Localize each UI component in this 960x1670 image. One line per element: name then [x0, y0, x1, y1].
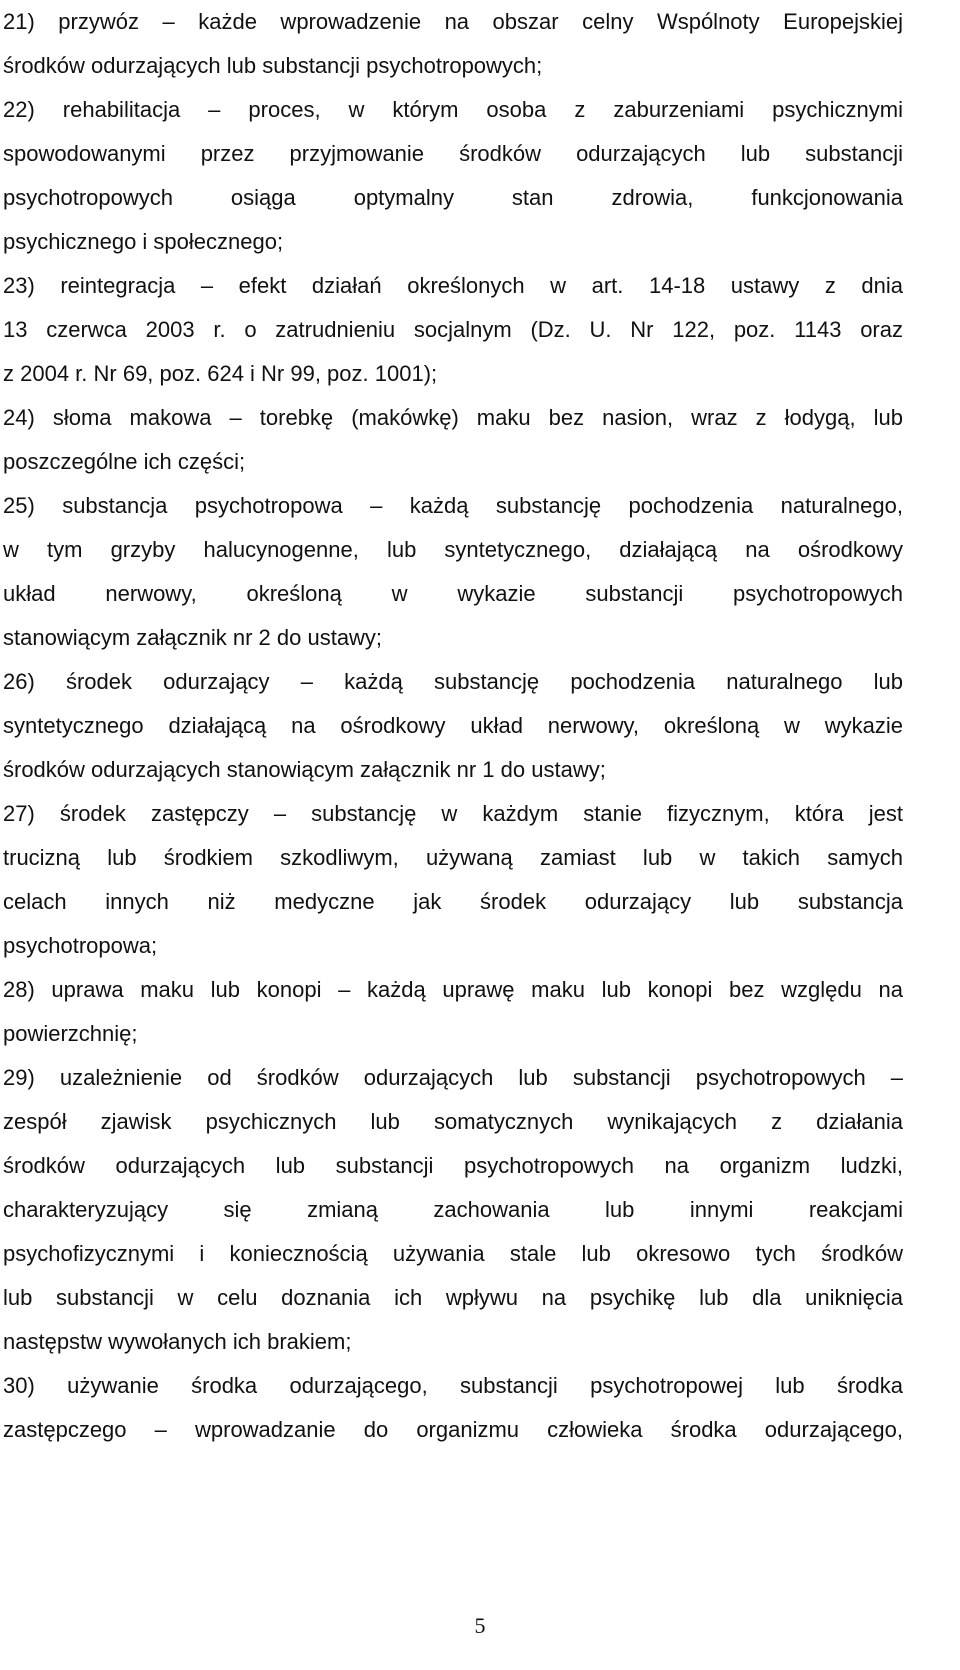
text-line: stanowiącym załącznik nr 2 do ustawy;: [3, 625, 383, 650]
text-line: środków odurzających lub substancji psychotropowych;: [3, 53, 543, 78]
text-line: 22) rehabilitacja – proces, w którym osoba z zaburzeniami psychicznymi: [3, 97, 903, 122]
text-line: psychofizycznymi i koniecznością używania stale lub okresowo tych środków: [3, 1241, 903, 1266]
text-line: 21) przywóz – każde wprowadzenie na obszar celny Wspólnoty Europejskiej: [3, 9, 903, 34]
text-line: syntetycznego działającą na ośrodkowy układ nerwowy, określoną w wykazie: [3, 713, 903, 738]
text-line: następstw wywołanych ich brakiem;: [3, 1329, 352, 1354]
text-line: 28) uprawa maku lub konopi – każdą uprawę maku lub konopi bez względu na: [3, 977, 903, 1002]
text-line: lub substancji w celu doznania ich wpływu na psychikę lub dla uniknięcia: [3, 1285, 903, 1310]
text-line: 26) środek odurzający – każdą substancję pochodzenia naturalnego lub: [3, 669, 903, 694]
text-line: z 2004 r. Nr 69, poz. 624 i Nr 99, poz. 1001);: [3, 361, 438, 386]
text-line: 25) substancja psychotropowa – każdą substancję pochodzenia naturalnego,: [3, 493, 903, 518]
text-line: 13 czerwca 2003 r. o zatrudnieniu socjalnym (Dz. U. Nr 122, poz. 1143 oraz: [3, 317, 903, 342]
text-line: 30) używanie środka odurzającego, substancji psychotropowej lub środka: [3, 1373, 903, 1398]
text-line: w tym grzyby halucynogenne, lub syntetycznego, działającą na ośrodkowy: [3, 537, 903, 562]
page-number: 5: [474, 1613, 486, 1638]
text-line: zastępczego – wprowadzanie do organizmu człowieka środka odurzającego,: [3, 1417, 903, 1442]
text-line: 27) środek zastępczy – substancję w każdym stanie fizycznym, która jest: [3, 801, 903, 826]
text-line: psychicznego i społecznego;: [3, 229, 284, 254]
text-line: charakteryzujący się zmianą zachowania lub innymi reakcjami: [3, 1197, 903, 1222]
text-line: układ nerwowy, określoną w wykazie substancji psychotropowych: [3, 581, 903, 606]
text-line: psychotropowa;: [3, 933, 158, 958]
text-line: poszczególne ich części;: [3, 449, 246, 474]
text-line: spowodowanymi przez przyjmowanie środków odurzających lub substancji: [3, 141, 903, 166]
text-line: psychotropowych osiąga optymalny stan zdrowia, funkcjonowania: [3, 185, 903, 210]
text-line: środków odurzających lub substancji psychotropowych na organizm ludzki,: [3, 1153, 903, 1178]
text-line: zespół zjawisk psychicznych lub somatycznych wynikających z działania: [3, 1109, 903, 1134]
text-line: środków odurzających stanowiącym załącznik nr 1 do ustawy;: [3, 757, 606, 782]
body-text: [3, 0, 903, 1452]
text-line: powierzchnię;: [3, 1021, 138, 1046]
text-line: celach innych niż medyczne jak środek odurzający lub substancja: [3, 889, 903, 914]
text-line: 23) reintegracja – efekt działań określonych w art. 14-18 ustawy z dnia: [3, 273, 903, 298]
text-line: 24) słoma makowa – torebkę (makówkę) maku bez nasion, wraz z łodygą, lub: [3, 405, 903, 430]
text-line: 29) uzależnienie od środków odurzających lub substancji psychotropowych –: [3, 1065, 903, 1090]
text-line: trucizną lub środkiem szkodliwym, używaną zamiast lub w takich samych: [3, 845, 903, 870]
